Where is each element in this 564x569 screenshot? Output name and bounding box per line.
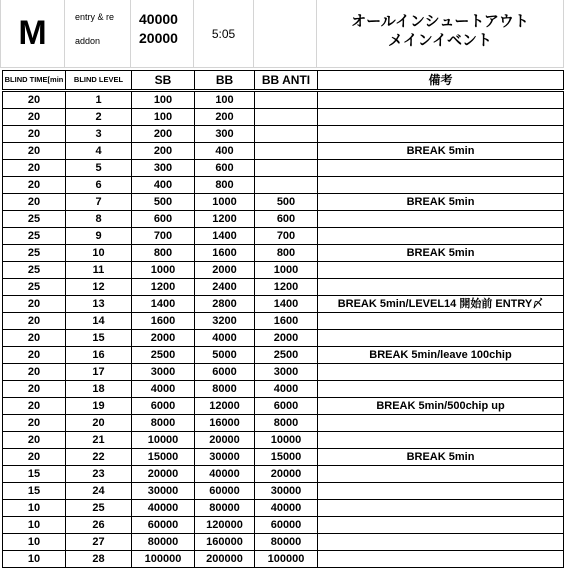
addon-value: 20000 — [139, 30, 178, 46]
cell-sb: 8000 — [132, 415, 195, 432]
cell-blind-time: 10 — [3, 534, 66, 551]
cell-notes — [318, 551, 564, 568]
cell-sb: 40000 — [132, 500, 195, 517]
cell-sb: 400 — [132, 177, 195, 194]
cell-blind-level: 19 — [66, 398, 132, 415]
cell-blind-level: 2 — [66, 109, 132, 126]
cell-bb-anti: 500 — [255, 194, 318, 211]
event-title-line1: オールインシュートアウト — [351, 13, 529, 30]
header-blank-cell — [254, 0, 317, 68]
col-header-bb-anti: BB ANTI — [255, 71, 318, 91]
cell-bb: 1600 — [195, 245, 255, 262]
cell-bb-anti: 60000 — [255, 517, 318, 534]
cell-bb: 80000 — [195, 500, 255, 517]
cell-blind-time: 20 — [3, 398, 66, 415]
cell-blind-level: 13 — [66, 296, 132, 313]
cell-bb-anti: 30000 — [255, 483, 318, 500]
cell-notes: BREAK 5min/LEVEL14 開始前 ENTRY〆 — [318, 296, 564, 313]
cell-sb: 30000 — [132, 483, 195, 500]
cell-notes: BREAK 5min — [318, 449, 564, 466]
cell-bb: 200 — [195, 109, 255, 126]
cell-blind-level: 16 — [66, 347, 132, 364]
cell-notes — [318, 262, 564, 279]
cell-bb-anti — [255, 160, 318, 177]
cell-notes: BREAK 5min — [318, 194, 564, 211]
table-row — [3, 296, 564, 313]
cell-bb-anti: 8000 — [255, 415, 318, 432]
cell-bb-anti: 10000 — [255, 432, 318, 449]
cell-blind-time: 20 — [3, 381, 66, 398]
table-row — [3, 211, 564, 228]
cell-blind-time: 15 — [3, 466, 66, 483]
table-row — [3, 160, 564, 177]
tournament-mark: M — [0, 0, 65, 68]
cell-sb: 60000 — [132, 517, 195, 534]
cell-blind-level: 9 — [66, 228, 132, 245]
cell-blind-time: 10 — [3, 517, 66, 534]
cell-blind-level: 28 — [66, 551, 132, 568]
table-row — [3, 313, 564, 330]
cell-notes: BREAK 5min/leave 100chip — [318, 347, 564, 364]
cell-sb: 600 — [132, 211, 195, 228]
cell-notes — [318, 534, 564, 551]
cell-notes — [318, 109, 564, 126]
table-row — [3, 262, 564, 279]
event-title-line2: メインイベント — [388, 32, 492, 49]
cell-blind-time: 20 — [3, 143, 66, 160]
cell-blind-level: 23 — [66, 466, 132, 483]
cell-notes — [318, 483, 564, 500]
table-row — [3, 415, 564, 432]
cell-notes — [318, 415, 564, 432]
cell-blind-time: 20 — [3, 330, 66, 347]
cell-blind-level: 25 — [66, 500, 132, 517]
table-row — [3, 177, 564, 194]
cell-blind-time: 20 — [3, 126, 66, 143]
cell-bb-anti: 2500 — [255, 347, 318, 364]
cell-blind-level: 22 — [66, 449, 132, 466]
cell-blind-time: 20 — [3, 432, 66, 449]
cell-bb-anti: 1400 — [255, 296, 318, 313]
cell-notes — [318, 126, 564, 143]
table-row — [3, 279, 564, 296]
cell-bb-anti — [255, 126, 318, 143]
stack-labels — [65, 0, 131, 68]
cell-bb: 2400 — [195, 279, 255, 296]
table-row — [3, 194, 564, 211]
cell-sb: 10000 — [132, 432, 195, 449]
cell-bb: 5000 — [195, 347, 255, 364]
cell-blind-level: 4 — [66, 143, 132, 160]
col-header-sb: SB — [132, 71, 195, 91]
cell-sb: 500 — [132, 194, 195, 211]
cell-sb: 100000 — [132, 551, 195, 568]
cell-bb: 40000 — [195, 466, 255, 483]
cell-blind-time: 20 — [3, 194, 66, 211]
cell-notes — [318, 432, 564, 449]
table-row — [3, 534, 564, 551]
table-row — [3, 143, 564, 160]
cell-bb-anti: 800 — [255, 245, 318, 262]
cell-sb: 80000 — [132, 534, 195, 551]
cell-notes — [318, 364, 564, 381]
cell-blind-level: 5 — [66, 160, 132, 177]
cell-bb: 4000 — [195, 330, 255, 347]
cell-sb: 1600 — [132, 313, 195, 330]
cell-bb: 300 — [195, 126, 255, 143]
cell-bb-anti: 1200 — [255, 279, 318, 296]
cell-notes — [318, 517, 564, 534]
cell-sb: 100 — [132, 109, 195, 126]
cell-notes — [318, 228, 564, 245]
time-value: 5:05 — [194, 0, 254, 68]
cell-blind-time: 20 — [3, 364, 66, 381]
cell-blind-level: 21 — [66, 432, 132, 449]
cell-sb: 100 — [132, 91, 195, 109]
cell-bb-anti: 700 — [255, 228, 318, 245]
cell-sb: 15000 — [132, 449, 195, 466]
cell-bb: 1000 — [195, 194, 255, 211]
cell-notes: BREAK 5min/500chip up — [318, 398, 564, 415]
blind-structure-table — [2, 70, 564, 568]
cell-bb: 160000 — [195, 534, 255, 551]
cell-bb-anti — [255, 109, 318, 126]
cell-notes — [318, 279, 564, 296]
cell-notes — [318, 500, 564, 517]
col-header-bb: BB — [195, 71, 255, 91]
table-row — [3, 381, 564, 398]
cell-bb: 60000 — [195, 483, 255, 500]
table-row — [3, 126, 564, 143]
table-row — [3, 228, 564, 245]
cell-sb: 6000 — [132, 398, 195, 415]
cell-bb: 800 — [195, 177, 255, 194]
table-header-row — [3, 71, 564, 91]
table-row — [3, 91, 564, 109]
cell-blind-time: 20 — [3, 313, 66, 330]
cell-notes — [318, 177, 564, 194]
event-title — [317, 0, 564, 68]
cell-blind-level: 3 — [66, 126, 132, 143]
cell-bb: 200000 — [195, 551, 255, 568]
cell-notes — [318, 330, 564, 347]
cell-blind-time: 25 — [3, 279, 66, 296]
cell-sb: 200 — [132, 126, 195, 143]
cell-bb: 2000 — [195, 262, 255, 279]
cell-bb-anti — [255, 143, 318, 160]
table-row — [3, 551, 564, 568]
cell-blind-level: 12 — [66, 279, 132, 296]
cell-sb: 300 — [132, 160, 195, 177]
cell-bb: 30000 — [195, 449, 255, 466]
cell-bb-anti — [255, 177, 318, 194]
cell-blind-level: 15 — [66, 330, 132, 347]
cell-blind-level: 14 — [66, 313, 132, 330]
cell-blind-level: 24 — [66, 483, 132, 500]
table-row — [3, 364, 564, 381]
table-row — [3, 500, 564, 517]
cell-bb-anti: 4000 — [255, 381, 318, 398]
cell-bb: 120000 — [195, 517, 255, 534]
cell-notes — [318, 313, 564, 330]
cell-sb: 4000 — [132, 381, 195, 398]
cell-notes: BREAK 5min — [318, 143, 564, 160]
cell-blind-level: 26 — [66, 517, 132, 534]
cell-sb: 20000 — [132, 466, 195, 483]
entry-label: entry & re — [75, 12, 115, 22]
cell-notes: BREAK 5min — [318, 245, 564, 262]
cell-bb: 1400 — [195, 228, 255, 245]
cell-blind-time: 10 — [3, 500, 66, 517]
cell-notes — [318, 91, 564, 109]
table-row — [3, 245, 564, 262]
cell-notes — [318, 211, 564, 228]
table-row — [3, 483, 564, 500]
cell-blind-time: 15 — [3, 483, 66, 500]
cell-bb: 600 — [195, 160, 255, 177]
cell-sb: 800 — [132, 245, 195, 262]
cell-blind-level: 7 — [66, 194, 132, 211]
cell-sb: 1400 — [132, 296, 195, 313]
cell-blind-level: 8 — [66, 211, 132, 228]
cell-sb: 3000 — [132, 364, 195, 381]
cell-blind-level: 20 — [66, 415, 132, 432]
cell-notes — [318, 466, 564, 483]
col-header-blind-level: BLIND LEVEL — [66, 71, 132, 91]
table-row — [3, 432, 564, 449]
cell-bb-anti: 600 — [255, 211, 318, 228]
table-row — [3, 330, 564, 347]
cell-blind-time: 20 — [3, 296, 66, 313]
cell-blind-time: 20 — [3, 160, 66, 177]
cell-bb: 6000 — [195, 364, 255, 381]
cell-blind-level: 11 — [66, 262, 132, 279]
cell-sb: 2500 — [132, 347, 195, 364]
cell-blind-time: 20 — [3, 91, 66, 109]
cell-blind-time: 25 — [3, 262, 66, 279]
stack-values — [131, 0, 194, 68]
cell-bb-anti: 1000 — [255, 262, 318, 279]
table-row — [3, 466, 564, 483]
table-row — [3, 398, 564, 415]
col-header-notes: 備考 — [318, 71, 564, 91]
entry-value: 40000 — [139, 11, 178, 27]
cell-sb: 2000 — [132, 330, 195, 347]
cell-bb: 1200 — [195, 211, 255, 228]
cell-bb: 2800 — [195, 296, 255, 313]
cell-bb: 100 — [195, 91, 255, 109]
cell-blind-time: 20 — [3, 415, 66, 432]
cell-bb-anti: 1600 — [255, 313, 318, 330]
cell-bb: 3200 — [195, 313, 255, 330]
cell-bb-anti: 80000 — [255, 534, 318, 551]
cell-bb: 8000 — [195, 381, 255, 398]
cell-sb: 1000 — [132, 262, 195, 279]
cell-blind-level: 18 — [66, 381, 132, 398]
cell-bb-anti: 100000 — [255, 551, 318, 568]
cell-blind-time: 25 — [3, 211, 66, 228]
cell-bb-anti: 40000 — [255, 500, 318, 517]
cell-bb: 20000 — [195, 432, 255, 449]
cell-bb-anti — [255, 91, 318, 109]
cell-blind-level: 17 — [66, 364, 132, 381]
cell-notes — [318, 160, 564, 177]
cell-blind-level: 1 — [66, 91, 132, 109]
col-header-blind-time: BLIND TIME[min — [3, 71, 66, 91]
cell-blind-time: 20 — [3, 109, 66, 126]
cell-notes — [318, 381, 564, 398]
table-row — [3, 517, 564, 534]
cell-blind-time: 20 — [3, 449, 66, 466]
cell-sb: 700 — [132, 228, 195, 245]
cell-bb-anti: 2000 — [255, 330, 318, 347]
cell-sb: 1200 — [132, 279, 195, 296]
cell-blind-level: 6 — [66, 177, 132, 194]
cell-bb-anti: 3000 — [255, 364, 318, 381]
cell-blind-time: 10 — [3, 551, 66, 568]
cell-bb-anti: 15000 — [255, 449, 318, 466]
cell-bb: 12000 — [195, 398, 255, 415]
table-body — [3, 91, 564, 568]
cell-bb-anti: 20000 — [255, 466, 318, 483]
table-row — [3, 109, 564, 126]
table-row — [3, 347, 564, 364]
cell-blind-time: 20 — [3, 177, 66, 194]
cell-sb: 200 — [132, 143, 195, 160]
cell-blind-time: 25 — [3, 228, 66, 245]
addon-label: addon — [75, 36, 101, 46]
cell-blind-time: 20 — [3, 347, 66, 364]
cell-bb-anti: 6000 — [255, 398, 318, 415]
cell-blind-level: 10 — [66, 245, 132, 262]
cell-bb: 400 — [195, 143, 255, 160]
cell-blind-level: 27 — [66, 534, 132, 551]
table-row — [3, 449, 564, 466]
cell-blind-time: 25 — [3, 245, 66, 262]
cell-bb: 16000 — [195, 415, 255, 432]
header — [0, 0, 564, 68]
